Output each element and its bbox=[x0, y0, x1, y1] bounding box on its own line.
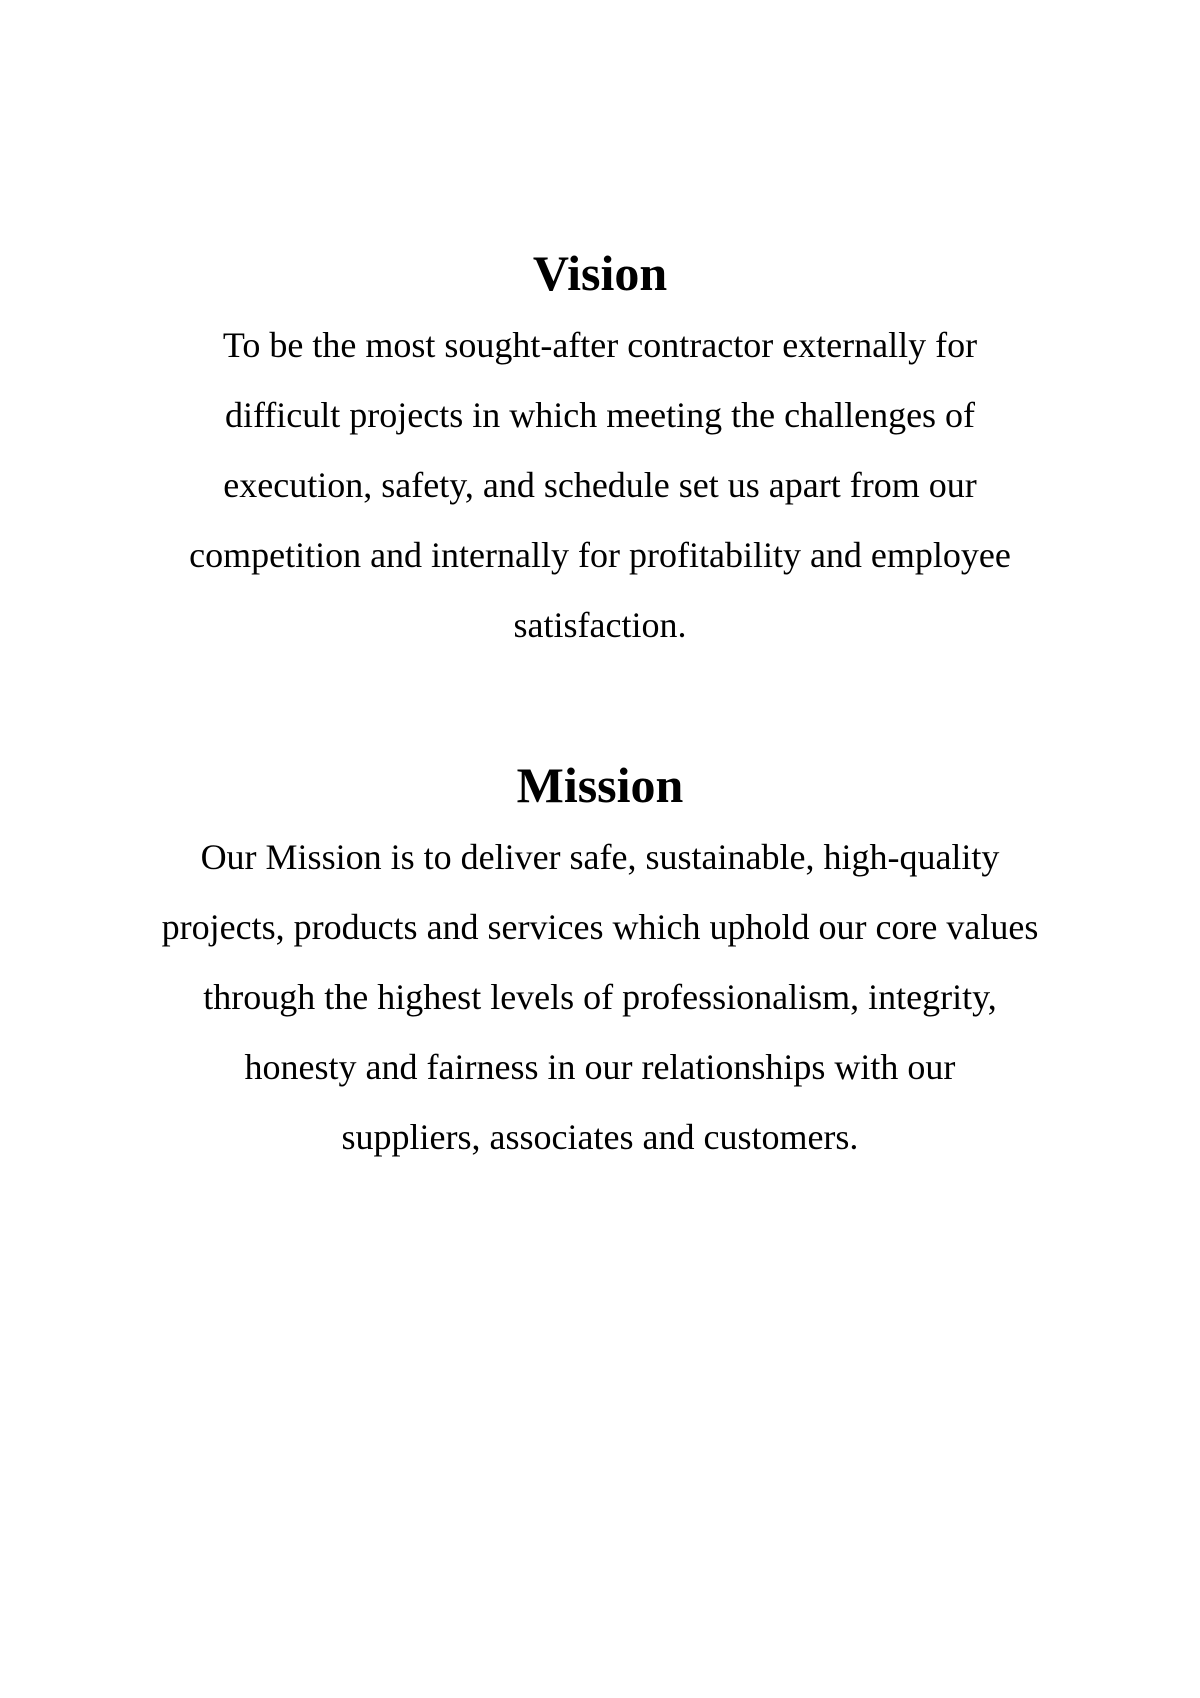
vision-statement bbox=[90, 310, 1110, 660]
mission-line: Our Mission is to deliver safe, sustainable, high-quality bbox=[200, 837, 1000, 877]
vision-line: competition and internally for profitability and employee bbox=[189, 535, 1011, 575]
vision-line: execution, safety, and schedule set us apart from our bbox=[223, 465, 977, 505]
vision-line: To be the most sought-after contractor externally for bbox=[222, 325, 978, 365]
vision-line: satisfaction. bbox=[513, 605, 687, 645]
vision-line: difficult projects in which meeting the challenges of bbox=[224, 395, 976, 435]
vision-section bbox=[90, 242, 1110, 660]
vision-heading: Vision bbox=[532, 245, 668, 301]
mission-heading: Mission bbox=[516, 757, 684, 813]
mission-line: projects, products and services which uphold our core values bbox=[161, 907, 1039, 947]
mission-line: suppliers, associates and customers. bbox=[341, 1117, 859, 1157]
mission-statement bbox=[90, 822, 1110, 1172]
mission-section bbox=[90, 754, 1110, 1172]
mission-line: honesty and fairness in our relationships with our bbox=[244, 1047, 956, 1087]
mission-line: through the highest levels of professionalism, integrity, bbox=[203, 977, 997, 1017]
